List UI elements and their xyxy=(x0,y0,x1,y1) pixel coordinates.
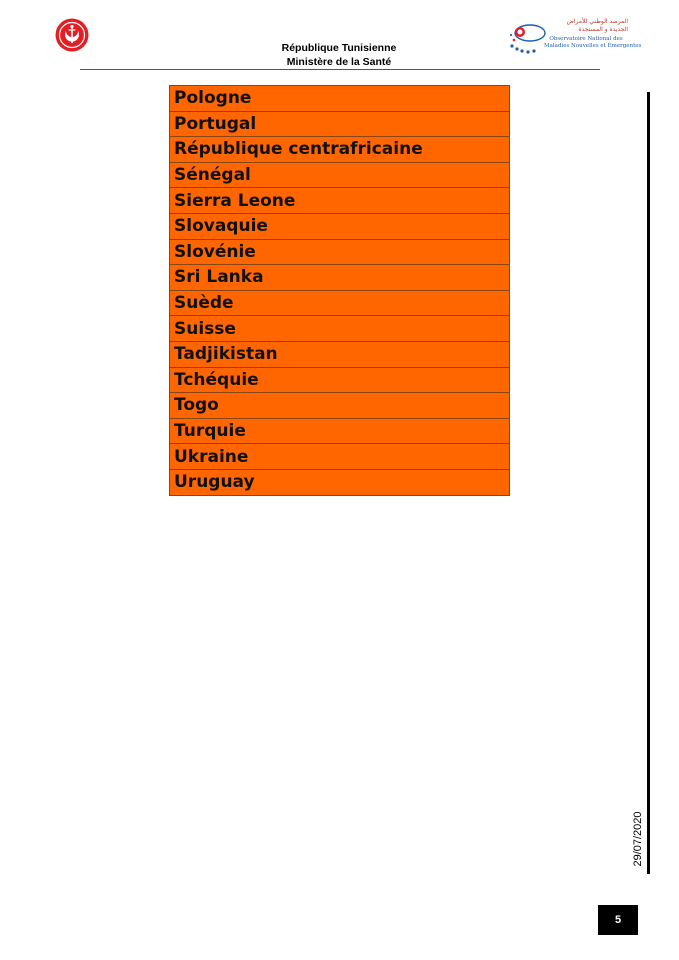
table-row xyxy=(170,86,510,112)
table-row xyxy=(170,444,510,470)
country-cell: Pologne xyxy=(170,86,510,112)
country-cell: République centrafricaine xyxy=(170,137,510,163)
country-cell: Slovénie xyxy=(170,239,510,265)
table-row xyxy=(170,418,510,444)
table-row xyxy=(170,162,510,188)
country-cell: Ukraine xyxy=(170,444,510,470)
table-row xyxy=(170,341,510,367)
country-cell: Turquie xyxy=(170,418,510,444)
red-crescent-seal-icon xyxy=(55,18,89,52)
table-row xyxy=(170,213,510,239)
table-row xyxy=(170,393,510,419)
table-row xyxy=(170,316,510,342)
country-cell: Sénégal xyxy=(170,162,510,188)
country-cell: Tchéquie xyxy=(170,367,510,393)
country-cell: Suède xyxy=(170,290,510,316)
table-row xyxy=(170,137,510,163)
table-row xyxy=(170,239,510,265)
country-cell: Portugal xyxy=(170,111,510,137)
observatory-logo xyxy=(508,18,642,56)
country-cell: Sri Lanka xyxy=(170,265,510,291)
country-cell: Slovaquie xyxy=(170,213,510,239)
table-row xyxy=(170,188,510,214)
page-number: 5 xyxy=(598,905,638,935)
header-divider xyxy=(80,69,600,70)
country-cell: Togo xyxy=(170,393,510,419)
table-row xyxy=(170,265,510,291)
country-cell: Tadjikistan xyxy=(170,341,510,367)
country-cell: Sierra Leone xyxy=(170,188,510,214)
observatory-latin-name: Observatoire National des Maladies Nouvelles et Émergentes xyxy=(544,36,642,49)
country-table xyxy=(169,85,510,496)
table-row xyxy=(170,367,510,393)
document-date: 29/07/2020 xyxy=(632,811,644,867)
table-row xyxy=(170,111,510,137)
table-row xyxy=(170,469,510,495)
table-row xyxy=(170,290,510,316)
header-republic: République Tunisienne xyxy=(281,42,397,54)
document-header xyxy=(200,41,478,69)
header-ministry: Ministère de la Santé xyxy=(286,56,392,68)
observatory-logo-icon xyxy=(508,18,548,56)
observatory-arabic-name: المرصد الوطني للأمراض الجديدة و المستجدة xyxy=(566,18,628,33)
margin-bar xyxy=(647,92,650,874)
country-cell: Suisse xyxy=(170,316,510,342)
country-cell: Uruguay xyxy=(170,469,510,495)
